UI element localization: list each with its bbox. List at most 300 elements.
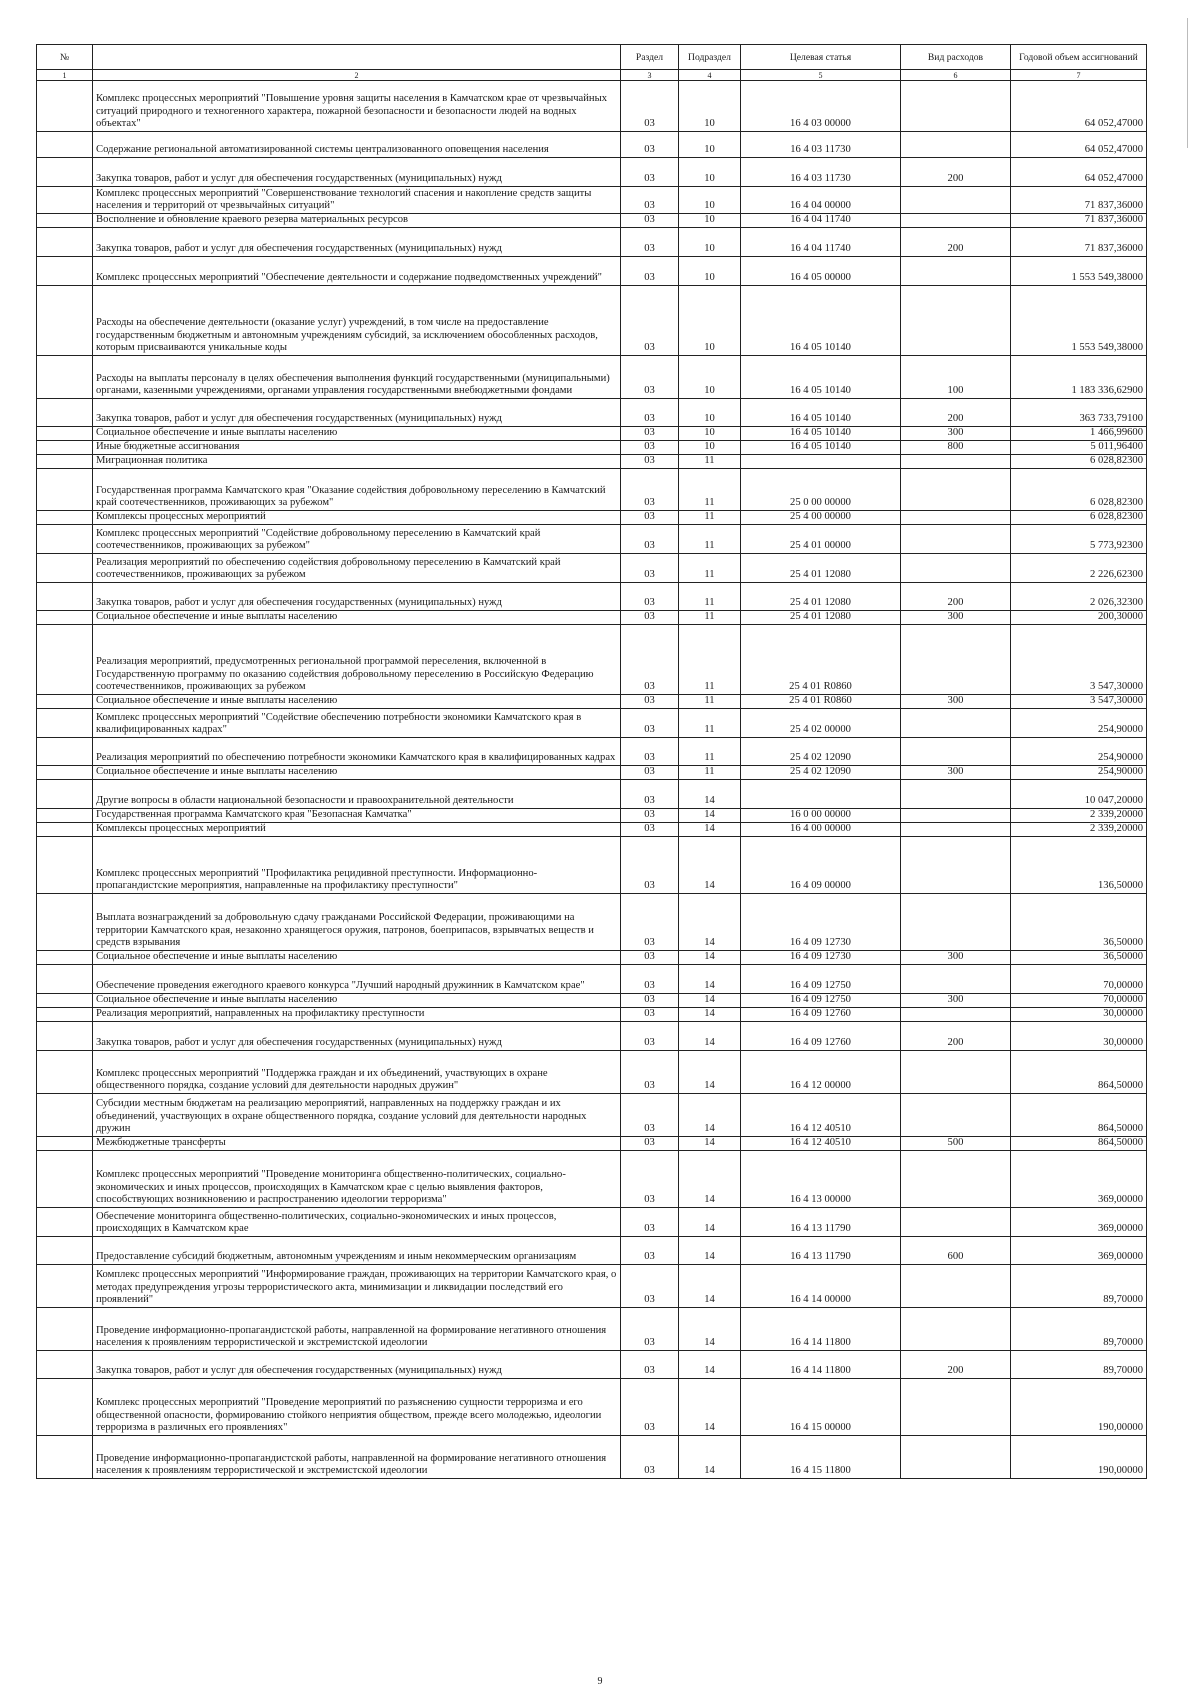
row-sum: 64 052,47000 — [1011, 132, 1147, 158]
no-cell — [37, 1008, 93, 1022]
row-podrazdel: 11 — [679, 525, 741, 554]
row-tselevaya: 16 4 05 10140 — [741, 356, 901, 399]
row-razdel: 03 — [621, 132, 679, 158]
row-podrazdel: 10 — [679, 441, 741, 455]
row-sum: 2 226,62300 — [1011, 554, 1147, 583]
row-name: Комплекс процессных мероприятий "Обеспечение деятельности и содержание подведомственных учреждений" — [93, 257, 621, 286]
budget-table — [36, 44, 1147, 1479]
row-razdel: 03 — [621, 427, 679, 441]
row-sum: 36,50000 — [1011, 894, 1147, 951]
row-sum: 6 028,82300 — [1011, 455, 1147, 469]
row-tselevaya: 16 4 09 12750 — [741, 965, 901, 994]
row-vid — [901, 187, 1011, 214]
row-vid — [901, 780, 1011, 809]
row-sum: 369,00000 — [1011, 1237, 1147, 1265]
row-tselevaya: 25 4 00 00000 — [741, 511, 901, 525]
row-razdel: 03 — [621, 994, 679, 1008]
table-row — [37, 441, 1147, 455]
row-razdel: 03 — [621, 780, 679, 809]
row-name: Комплекс процессных мероприятий "Поддержка граждан и их объединений, участвующих в охране общественного порядка, создание условий для деятельности народных дружин" — [93, 1051, 621, 1094]
index-cell: 6 — [901, 70, 1011, 81]
no-cell — [37, 738, 93, 766]
row-podrazdel: 11 — [679, 511, 741, 525]
row-tselevaya: 16 4 03 00000 — [741, 81, 901, 132]
no-cell — [37, 894, 93, 951]
no-cell — [37, 1379, 93, 1436]
row-sum: 5 011,96400 — [1011, 441, 1147, 455]
row-podrazdel: 14 — [679, 1094, 741, 1137]
no-cell — [37, 228, 93, 257]
header-row — [37, 45, 1147, 70]
row-razdel: 03 — [621, 158, 679, 187]
row-vid — [901, 1151, 1011, 1208]
row-tselevaya: 16 4 09 12730 — [741, 951, 901, 965]
no-cell — [37, 709, 93, 738]
row-tselevaya: 16 4 14 00000 — [741, 1265, 901, 1308]
index-cell: 7 — [1011, 70, 1147, 81]
table-row — [37, 399, 1147, 427]
no-cell — [37, 766, 93, 780]
row-name: Межбюджетные трансферты — [93, 1137, 621, 1151]
row-name: Комплекс процессных мероприятий "Информирование граждан, проживающих на территории Камчатского края, о методах предупреждения угрозы террористического акта, минимизации и ликвидации последствий его проявлений" — [93, 1265, 621, 1308]
table-row — [37, 214, 1147, 228]
row-sum: 71 837,36000 — [1011, 228, 1147, 257]
row-tselevaya: 16 4 13 11790 — [741, 1237, 901, 1265]
row-sum: 70,00000 — [1011, 994, 1147, 1008]
row-razdel: 03 — [621, 525, 679, 554]
row-razdel: 03 — [621, 1308, 679, 1351]
row-razdel: 03 — [621, 455, 679, 469]
table-row — [37, 1308, 1147, 1351]
row-name: Закупка товаров, работ и услуг для обеспечения государственных (муниципальных) нужд — [93, 399, 621, 427]
row-podrazdel: 14 — [679, 965, 741, 994]
row-name: Содержание региональной автоматизированной системы централизованного оповещения населения — [93, 132, 621, 158]
table-row — [37, 1151, 1147, 1208]
row-vid — [901, 1265, 1011, 1308]
row-name: Комплекс процессных мероприятий "Профилактика рецидивной преступности. Информационно-пропагандистские мероприятия, направленные на профилактику преступности" — [93, 837, 621, 894]
table-row — [37, 611, 1147, 625]
row-name: Закупка товаров, работ и услуг для обеспечения государственных (муниципальных) нужд — [93, 1022, 621, 1051]
table-row — [37, 187, 1147, 214]
row-sum: 64 052,47000 — [1011, 81, 1147, 132]
row-sum: 30,00000 — [1011, 1022, 1147, 1051]
row-tselevaya: 16 4 04 11740 — [741, 228, 901, 257]
col-tselevaya: Целевая статья — [741, 45, 901, 70]
row-razdel: 03 — [621, 809, 679, 823]
row-sum: 36,50000 — [1011, 951, 1147, 965]
table-row — [37, 1022, 1147, 1051]
row-razdel: 03 — [621, 583, 679, 611]
index-cell: 4 — [679, 70, 741, 81]
row-vid — [901, 709, 1011, 738]
no-cell — [37, 695, 93, 709]
table-row — [37, 994, 1147, 1008]
no-cell — [37, 1436, 93, 1479]
row-podrazdel: 14 — [679, 1379, 741, 1436]
row-vid — [901, 1436, 1011, 1479]
row-name: Социальное обеспечение и иные выплаты населению — [93, 695, 621, 709]
row-tselevaya: 16 4 15 11800 — [741, 1436, 901, 1479]
row-razdel: 03 — [621, 1094, 679, 1137]
row-vid: 300 — [901, 611, 1011, 625]
row-tselevaya: 16 4 09 12760 — [741, 1022, 901, 1051]
table-row — [37, 455, 1147, 469]
table-row — [37, 525, 1147, 554]
no-cell — [37, 1208, 93, 1237]
table-row — [37, 738, 1147, 766]
row-razdel: 03 — [621, 1237, 679, 1265]
row-razdel: 03 — [621, 625, 679, 695]
row-tselevaya: 25 4 01 12080 — [741, 611, 901, 625]
col-no: № — [37, 45, 93, 70]
table-row — [37, 286, 1147, 356]
row-name: Восполнение и обновление краевого резерва материальных ресурсов — [93, 214, 621, 228]
row-podrazdel: 14 — [679, 1137, 741, 1151]
row-vid — [901, 625, 1011, 695]
row-sum: 70,00000 — [1011, 965, 1147, 994]
row-name: Миграционная политика — [93, 455, 621, 469]
row-razdel: 03 — [621, 837, 679, 894]
index-cell: 2 — [93, 70, 621, 81]
row-name: Комплексы процессных мероприятий — [93, 823, 621, 837]
row-name: Расходы на выплаты персоналу в целях обеспечения выполнения функций государственными (муниципальными) органами, казенными учреждениями, органами управления государственными внебюджетными фондами — [93, 356, 621, 399]
row-razdel: 03 — [621, 965, 679, 994]
row-name: Проведение информационно-пропагандистской работы, направленной на формирование негативного отношения населения к проявлениям террористической и экстремистской идеологии — [93, 1436, 621, 1479]
no-cell — [37, 611, 93, 625]
row-podrazdel: 11 — [679, 455, 741, 469]
budget-sheet — [36, 44, 1146, 1479]
row-vid: 200 — [901, 158, 1011, 187]
row-tselevaya: 25 0 00 00000 — [741, 469, 901, 511]
row-sum: 864,50000 — [1011, 1137, 1147, 1151]
row-podrazdel: 11 — [679, 695, 741, 709]
row-podrazdel: 14 — [679, 894, 741, 951]
row-tselevaya: 25 4 01 00000 — [741, 525, 901, 554]
no-cell — [37, 511, 93, 525]
row-name: Другие вопросы в области национальной безопасности и правоохранительной деятельности — [93, 780, 621, 809]
row-podrazdel: 10 — [679, 187, 741, 214]
row-podrazdel: 11 — [679, 583, 741, 611]
row-tselevaya: 16 4 12 00000 — [741, 1051, 901, 1094]
row-vid: 200 — [901, 1351, 1011, 1379]
row-name: Комплекс процессных мероприятий "Содействие добровольному переселению в Камчатский край соотечественников, проживающих за рубежом" — [93, 525, 621, 554]
row-name: Реализация мероприятий по обеспечению потребности экономики Камчатского края в квалифицированных кадрах — [93, 738, 621, 766]
row-vid — [901, 1308, 1011, 1351]
row-sum: 5 773,92300 — [1011, 525, 1147, 554]
no-cell — [37, 1265, 93, 1308]
row-razdel: 03 — [621, 214, 679, 228]
no-cell — [37, 1351, 93, 1379]
row-razdel: 03 — [621, 823, 679, 837]
no-cell — [37, 257, 93, 286]
row-sum: 369,00000 — [1011, 1151, 1147, 1208]
no-cell — [37, 1022, 93, 1051]
row-razdel: 03 — [621, 1051, 679, 1094]
row-podrazdel: 14 — [679, 1008, 741, 1022]
row-name: Выплата вознаграждений за добровольную сдачу гражданами Российской Федерации, проживающими на территории Камчатского края, незаконно хранящегося оружия, патронов, боеприпасов, взрывчатых веществ и средств взрывания — [93, 894, 621, 951]
table-row — [37, 894, 1147, 951]
table-row — [37, 1094, 1147, 1137]
row-tselevaya: 16 4 05 10140 — [741, 286, 901, 356]
no-cell — [37, 1151, 93, 1208]
row-name: Проведение информационно-пропагандистской работы, направленной на формирование негативного отношения населения к проявлениям террористической и экстремистской идеологии — [93, 1308, 621, 1351]
row-podrazdel: 10 — [679, 228, 741, 257]
table-row — [37, 823, 1147, 837]
row-name: Реализация мероприятий, направленных на профилактику преступности — [93, 1008, 621, 1022]
row-razdel: 03 — [621, 1008, 679, 1022]
row-sum: 254,90000 — [1011, 738, 1147, 766]
row-sum: 254,90000 — [1011, 766, 1147, 780]
row-vid — [901, 214, 1011, 228]
row-vid — [901, 1008, 1011, 1022]
row-razdel: 03 — [621, 709, 679, 738]
row-tselevaya: 25 4 01 12080 — [741, 554, 901, 583]
row-tselevaya: 16 4 04 11740 — [741, 214, 901, 228]
row-tselevaya: 25 4 02 12090 — [741, 738, 901, 766]
row-razdel: 03 — [621, 1151, 679, 1208]
row-sum: 89,70000 — [1011, 1265, 1147, 1308]
no-cell — [37, 187, 93, 214]
row-podrazdel: 10 — [679, 427, 741, 441]
no-cell — [37, 525, 93, 554]
row-vid — [901, 837, 1011, 894]
no-cell — [37, 427, 93, 441]
row-vid: 500 — [901, 1137, 1011, 1151]
row-name: Комплекс процессных мероприятий "Совершенствование технологий спасения и накопление средств защиты населения и территорий от чрезвычайных ситуаций" — [93, 187, 621, 214]
row-razdel: 03 — [621, 187, 679, 214]
no-cell — [37, 132, 93, 158]
table-row — [37, 695, 1147, 709]
row-razdel: 03 — [621, 951, 679, 965]
table-row — [37, 427, 1147, 441]
row-tselevaya: 25 4 02 00000 — [741, 709, 901, 738]
row-razdel: 03 — [621, 399, 679, 427]
index-cell: 3 — [621, 70, 679, 81]
row-name: Социальное обеспечение и иные выплаты населению — [93, 951, 621, 965]
row-vid: 200 — [901, 583, 1011, 611]
row-name: Реализация мероприятий, предусмотренных региональной программой переселения, включенной в Государственную программу по оказанию содействия добровольному переселению в Российскую Федерацию соотечественников, проживающих за рубежом — [93, 625, 621, 695]
row-razdel: 03 — [621, 511, 679, 525]
row-name: Комплекс процессных мероприятий "Проведение мероприятий по разъяснению сущности терроризма и его общественной опасности, формированию стойкого неприятия обществом, прежде всего молодежью, идеологии терроризма в различных его проявлениях" — [93, 1379, 621, 1436]
row-sum: 190,00000 — [1011, 1436, 1147, 1479]
row-razdel: 03 — [621, 695, 679, 709]
row-sum: 3 547,30000 — [1011, 695, 1147, 709]
row-razdel: 03 — [621, 1208, 679, 1237]
row-vid: 300 — [901, 951, 1011, 965]
row-tselevaya: 16 4 09 00000 — [741, 837, 901, 894]
row-podrazdel: 11 — [679, 554, 741, 583]
page-number: 9 — [597, 1676, 603, 1687]
index-row — [37, 70, 1147, 81]
row-razdel: 03 — [621, 257, 679, 286]
row-vid — [901, 894, 1011, 951]
row-name: Социальное обеспечение и иные выплаты населению — [93, 994, 621, 1008]
row-name: Государственная программа Камчатского края "Оказание содействия добровольному переселению в Камчатский край соотечественников, проживающих за рубежом" — [93, 469, 621, 511]
row-podrazdel: 14 — [679, 1351, 741, 1379]
row-name: Закупка товаров, работ и услуг для обеспечения государственных (муниципальных) нужд — [93, 583, 621, 611]
row-vid — [901, 809, 1011, 823]
row-vid: 300 — [901, 427, 1011, 441]
row-razdel: 03 — [621, 1022, 679, 1051]
row-sum: 71 837,36000 — [1011, 187, 1147, 214]
row-sum: 6 028,82300 — [1011, 469, 1147, 511]
col-vid: Вид расходов — [901, 45, 1011, 70]
row-vid — [901, 1208, 1011, 1237]
row-razdel: 03 — [621, 766, 679, 780]
row-sum: 89,70000 — [1011, 1351, 1147, 1379]
row-sum: 30,00000 — [1011, 1008, 1147, 1022]
row-podrazdel: 10 — [679, 132, 741, 158]
row-vid — [901, 525, 1011, 554]
row-tselevaya: 16 4 14 11800 — [741, 1351, 901, 1379]
table-row — [37, 1208, 1147, 1237]
row-podrazdel: 14 — [679, 1208, 741, 1237]
row-podrazdel: 10 — [679, 214, 741, 228]
row-name: Государственная программа Камчатского края "Безопасная Камчатка" — [93, 809, 621, 823]
row-vid: 200 — [901, 399, 1011, 427]
col-obem: Годовой объем ассигнований — [1011, 45, 1147, 70]
row-podrazdel: 14 — [679, 951, 741, 965]
row-name: Расходы на обеспечение деятельности (оказание услуг) учреждений, в том числе на предоставление государственным бюджетным и автономным учреждениям субсидий, за исключением обособленных расходов, которым присваиваются уникальные коды — [93, 286, 621, 356]
row-tselevaya: 16 4 13 00000 — [741, 1151, 901, 1208]
row-podrazdel: 10 — [679, 81, 741, 132]
row-name: Иные бюджетные ассигнования — [93, 441, 621, 455]
row-podrazdel: 10 — [679, 286, 741, 356]
table-row — [37, 1051, 1147, 1094]
no-cell — [37, 455, 93, 469]
row-sum: 2 339,20000 — [1011, 823, 1147, 837]
no-cell — [37, 1308, 93, 1351]
no-cell — [37, 583, 93, 611]
row-name: Социальное обеспечение и иные выплаты населению — [93, 427, 621, 441]
row-vid — [901, 1379, 1011, 1436]
row-sum: 363 733,79100 — [1011, 399, 1147, 427]
row-sum: 89,70000 — [1011, 1308, 1147, 1351]
row-vid: 200 — [901, 1022, 1011, 1051]
table-row — [37, 709, 1147, 738]
row-razdel: 03 — [621, 1265, 679, 1308]
row-tselevaya: 16 4 14 11800 — [741, 1308, 901, 1351]
table-row — [37, 809, 1147, 823]
row-vid — [901, 455, 1011, 469]
table-row — [37, 554, 1147, 583]
row-podrazdel: 11 — [679, 709, 741, 738]
table-row — [37, 1265, 1147, 1308]
row-sum: 190,00000 — [1011, 1379, 1147, 1436]
row-podrazdel: 14 — [679, 1265, 741, 1308]
no-cell — [37, 356, 93, 399]
row-podrazdel: 10 — [679, 356, 741, 399]
no-cell — [37, 625, 93, 695]
row-sum: 6 028,82300 — [1011, 511, 1147, 525]
row-name: Закупка товаров, работ и услуг для обеспечения государственных (муниципальных) нужд — [93, 158, 621, 187]
table-row — [37, 965, 1147, 994]
no-cell — [37, 1094, 93, 1137]
row-vid — [901, 511, 1011, 525]
row-sum: 369,00000 — [1011, 1208, 1147, 1237]
table-row — [37, 158, 1147, 187]
row-tselevaya — [741, 780, 901, 809]
row-vid: 300 — [901, 766, 1011, 780]
row-tselevaya: 16 4 09 12730 — [741, 894, 901, 951]
row-name: Социальное обеспечение и иные выплаты населению — [93, 766, 621, 780]
no-cell — [37, 780, 93, 809]
no-cell — [37, 214, 93, 228]
row-tselevaya: 16 4 05 10140 — [741, 399, 901, 427]
row-vid: 100 — [901, 356, 1011, 399]
row-name: Социальное обеспечение и иные выплаты населению — [93, 611, 621, 625]
row-vid — [901, 286, 1011, 356]
row-razdel: 03 — [621, 356, 679, 399]
row-name: Реализация мероприятий по обеспечению содействия добровольному переселению в Камчатский край соотечественников, проживающих за рубежом — [93, 554, 621, 583]
row-sum: 136,50000 — [1011, 837, 1147, 894]
row-sum: 64 052,47000 — [1011, 158, 1147, 187]
no-cell — [37, 81, 93, 132]
row-razdel: 03 — [621, 1351, 679, 1379]
row-podrazdel: 14 — [679, 780, 741, 809]
table-row — [37, 132, 1147, 158]
table-row — [37, 257, 1147, 286]
row-podrazdel: 10 — [679, 158, 741, 187]
row-name: Субсидии местным бюджетам на реализацию мероприятий, направленных на поддержку граждан и их объединений, участвующих в охране общественного порядка, создание условий для деятельности народных дружин — [93, 1094, 621, 1137]
row-sum: 864,50000 — [1011, 1094, 1147, 1137]
table-row — [37, 837, 1147, 894]
row-podrazdel: 10 — [679, 257, 741, 286]
row-vid — [901, 257, 1011, 286]
row-vid: 300 — [901, 994, 1011, 1008]
row-razdel: 03 — [621, 611, 679, 625]
no-cell — [37, 809, 93, 823]
row-sum: 1 553 549,38000 — [1011, 286, 1147, 356]
row-podrazdel: 11 — [679, 766, 741, 780]
row-tselevaya: 16 4 09 12750 — [741, 994, 901, 1008]
no-cell — [37, 441, 93, 455]
col-razdel: Раздел — [621, 45, 679, 70]
row-sum: 864,50000 — [1011, 1051, 1147, 1094]
row-vid: 600 — [901, 1237, 1011, 1265]
row-name: Комплексы процессных мероприятий — [93, 511, 621, 525]
table-row — [37, 356, 1147, 399]
row-podrazdel: 14 — [679, 1022, 741, 1051]
no-cell — [37, 951, 93, 965]
row-tselevaya: 16 4 15 00000 — [741, 1379, 901, 1436]
no-cell — [37, 286, 93, 356]
row-tselevaya: 16 4 05 10140 — [741, 441, 901, 455]
row-razdel: 03 — [621, 228, 679, 257]
row-sum: 2 026,32300 — [1011, 583, 1147, 611]
row-podrazdel: 14 — [679, 1436, 741, 1479]
row-sum: 71 837,36000 — [1011, 214, 1147, 228]
table-row — [37, 81, 1147, 132]
row-sum: 10 047,20000 — [1011, 780, 1147, 809]
no-cell — [37, 994, 93, 1008]
table-row — [37, 625, 1147, 695]
row-razdel: 03 — [621, 286, 679, 356]
row-tselevaya: 16 4 04 00000 — [741, 187, 901, 214]
row-razdel: 03 — [621, 441, 679, 455]
no-cell — [37, 554, 93, 583]
row-podrazdel: 14 — [679, 1151, 741, 1208]
row-tselevaya: 16 4 13 11790 — [741, 1208, 901, 1237]
row-podrazdel: 11 — [679, 611, 741, 625]
col-podrazdel: Подраздел — [679, 45, 741, 70]
table-row — [37, 951, 1147, 965]
table-row — [37, 780, 1147, 809]
table-row — [37, 1379, 1147, 1436]
row-name: Закупка товаров, работ и услуг для обеспечения государственных (муниципальных) нужд — [93, 1351, 621, 1379]
row-tselevaya — [741, 455, 901, 469]
row-podrazdel: 14 — [679, 994, 741, 1008]
